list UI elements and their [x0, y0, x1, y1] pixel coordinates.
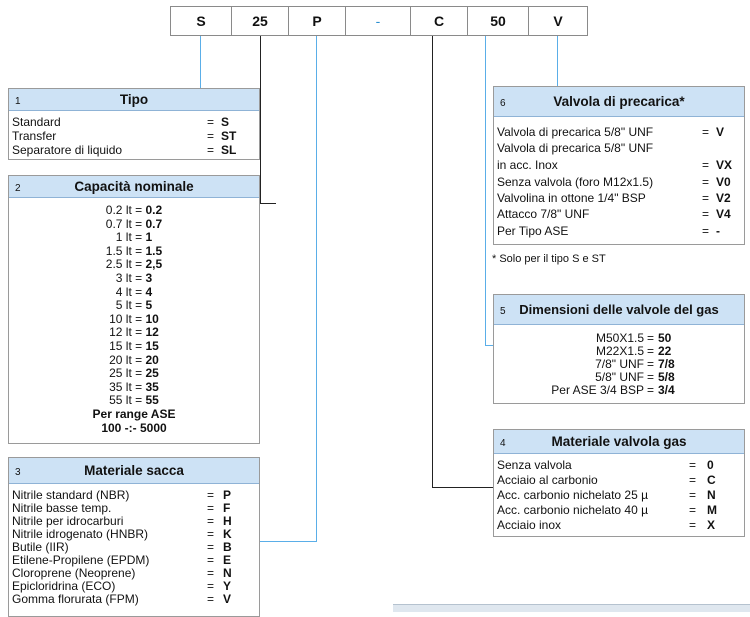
connector-capacita-h [260, 203, 276, 204]
box-header [9, 176, 259, 198]
box-title: Valvola di precarica* [553, 94, 685, 109]
box-number: 3 [15, 467, 21, 478]
connector-materiale-v [432, 36, 433, 488]
list-item: 20 lt = 20 [109, 352, 159, 367]
list-item: 25 lt = 25 [109, 366, 159, 381]
code-cell-separator: - [345, 6, 411, 36]
list-item: 35 lt = 35 [109, 379, 159, 394]
list-item: 0.7 lt = 0.7 [105, 216, 163, 231]
list-item: 2.5 lt = 2,5 [105, 257, 163, 272]
box-tipo: 1 Tipo Standard = S Transfer = ST Separatore di liquido = SL [8, 88, 260, 160]
box-number: 6 [500, 98, 506, 109]
box-title: Dimensioni delle valvole del gas [519, 302, 719, 317]
list-item: 0.2 lt = 0.2 [105, 203, 163, 217]
list-item: 55 lt = 55 [109, 393, 159, 408]
box-sacca: 3 Materiale sacca Nitrile standard (NBR) = P Nitrile basse temp. = F Nitrile per idrocarburi = H Nitrile idrogenato (HNBR) = K Butile (IIR) = B Etilene-Propilene (EPDM) = E Cloroprene (Neoprene) = N Epicloridrina (ECO) = Y Gomma florurata (FPM) = V [8, 457, 260, 617]
box-precarica: 6 Valvola di precarica* Valvola di precarica 5/8" UNF = V Valvola di precarica 5/8" UNF in acc. Inox = VX Senza valvola (foro M12x1.5) = V0 Valvolina in ottone 1/4" BSP = V2 Attacco 7/8" UNF = V4 Per Tipo ASE = - [493, 86, 745, 245]
box-header [9, 458, 259, 484]
box-dimensioni: 5 Dimensioni delle valvole del gas M50X1.5 = 50 M22X1.5 = 22 7/8" UNF = 7/8 5/8" UNF = 5/8 Per ASE 3/4 BSP = 3/4 [493, 294, 745, 404]
box-title: Materiale sacca [84, 463, 184, 478]
code-cell-dimensioni: 50 [467, 6, 529, 36]
list-item: 5 lt = 5 [115, 298, 153, 313]
box-number: 1 [15, 96, 21, 107]
code-cell-capacita: 25 [231, 6, 289, 36]
connector-materiale-h [432, 487, 493, 488]
capacity-list [9, 204, 259, 435]
connector-dimensioni-v [485, 36, 486, 346]
list-item: 4 lt = 4 [115, 284, 153, 299]
box-number: 5 [500, 306, 506, 317]
connector-capacita-v [260, 36, 261, 204]
list-item: 1.5 lt = 1.5 [105, 243, 163, 258]
range-label: Per range ASE [92, 406, 176, 421]
box-header [494, 295, 744, 325]
connector-dimensioni-h [485, 345, 493, 346]
box-header [494, 430, 744, 454]
box-title: Tipo [119, 92, 149, 107]
code-cell-tipo: S [170, 6, 232, 36]
box-materiale-valvola: 4 Materiale valvola gas Senza valvola = 0 Acciaio al carbonio = C Acc. carbonio nichelato 25 µ = N Acc. carbonio nichelato 40 µ = M Acciaio inox = X [493, 429, 745, 537]
box-capacita [8, 175, 260, 444]
box-number: 4 [500, 438, 506, 449]
list-item: 15 lt = 15 [109, 338, 159, 353]
box-number: 2 [15, 183, 21, 194]
box-header [9, 89, 259, 111]
code-cell-precarica: V [528, 6, 588, 36]
precarica-note: * Solo per il tipo S e ST [492, 253, 606, 265]
list-item: 10 lt = 10 [109, 311, 159, 326]
box-title: Capacità nominale [74, 179, 194, 194]
connector-sacca-v [316, 36, 317, 542]
connector-precarica [557, 36, 558, 86]
list-item: 1 lt = 1 [115, 230, 153, 245]
code-cell-materiale-valvola: C [410, 6, 468, 36]
code-cell-sacca: P [288, 6, 346, 36]
box-header [494, 87, 744, 117]
list-item: 12 lt = 12 [109, 325, 159, 340]
box-title: Materiale valvola gas [551, 434, 687, 449]
connector-tipo [200, 36, 201, 88]
list-item: 3 lt = 3 [115, 270, 153, 285]
range-value: 100 -:- 5000 [101, 420, 167, 435]
connector-sacca-h [260, 541, 317, 542]
